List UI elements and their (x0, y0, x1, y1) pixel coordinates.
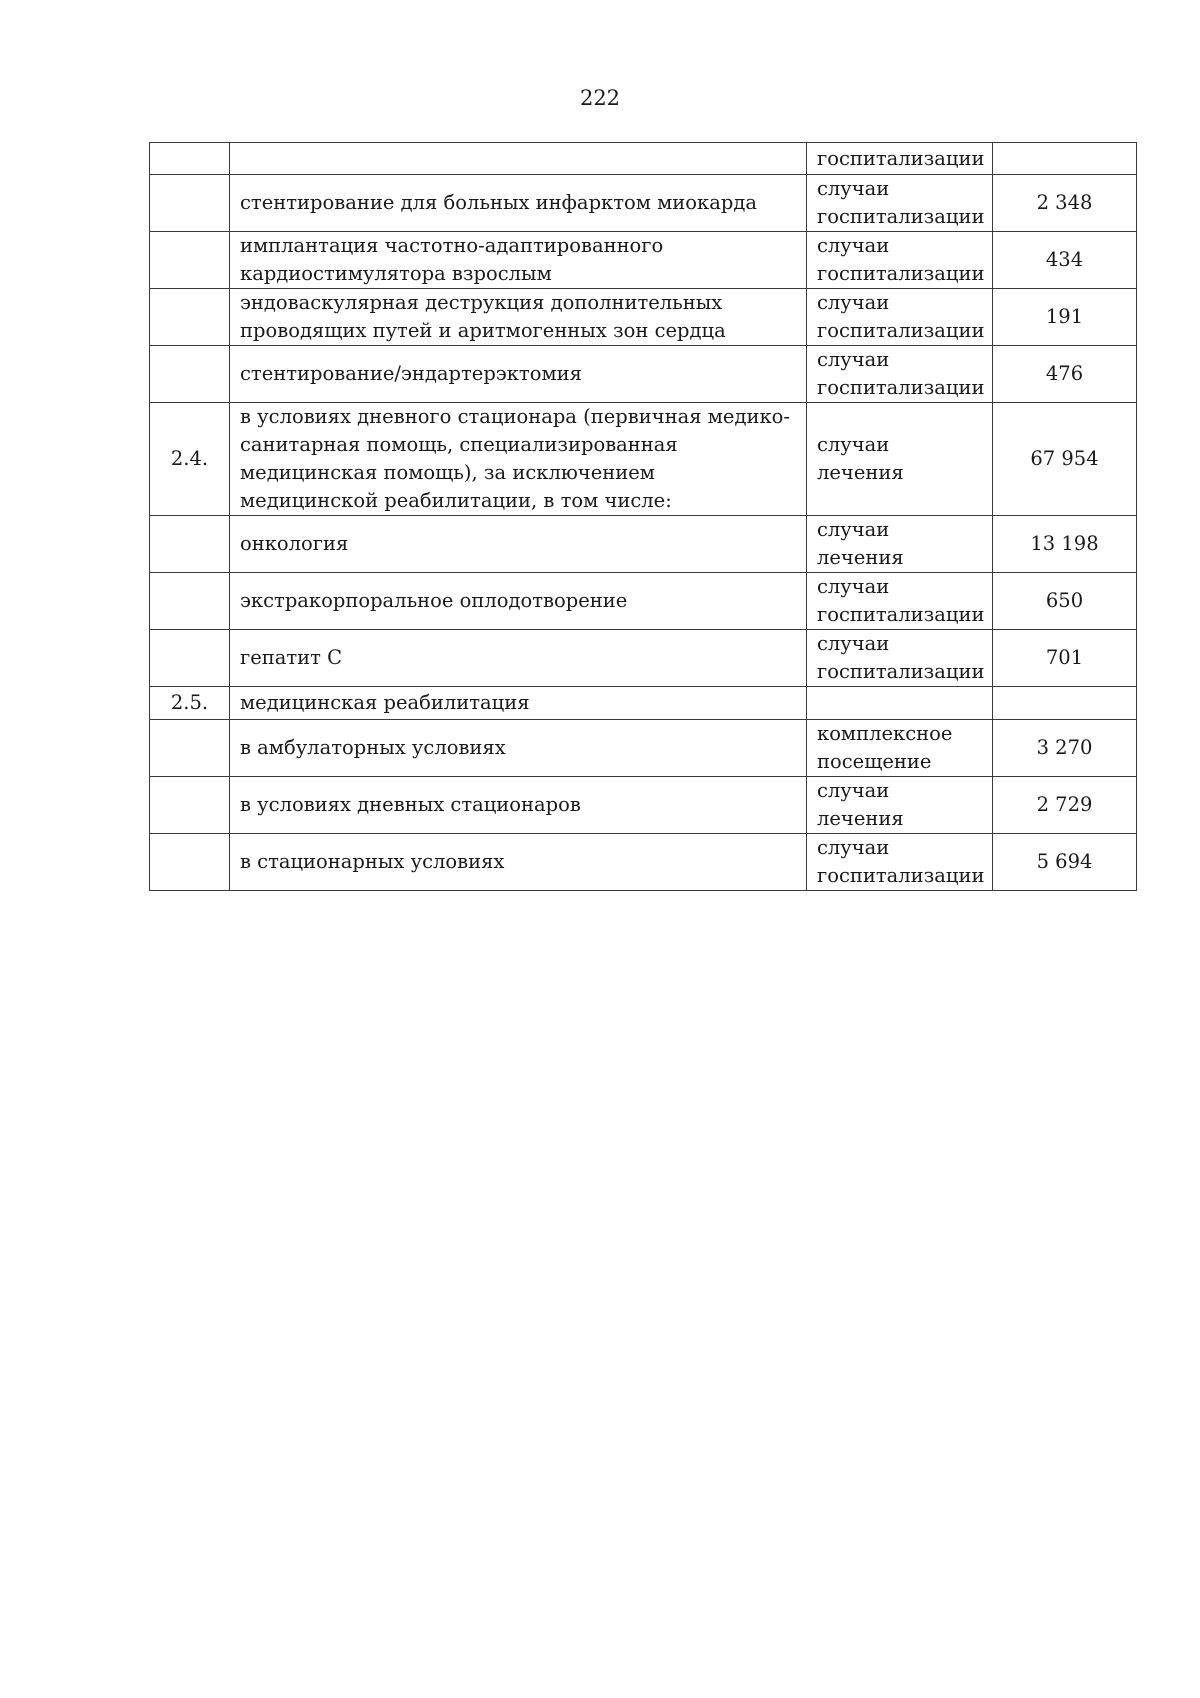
unit-line: случаи (817, 291, 890, 314)
unit-line: госпитализации (817, 864, 985, 887)
row-value: 434 (993, 232, 1137, 289)
row-value: 67 954 (993, 403, 1137, 516)
services-table (149, 142, 1137, 891)
table-row (150, 143, 1137, 175)
row-name: имплантация частотно-адаптированного кардиостимулятора взрослым (230, 232, 807, 289)
row-value (993, 687, 1137, 720)
row-name: онкология (230, 516, 807, 573)
row-value: 650 (993, 573, 1137, 630)
row-name: в условиях дневного стационара (первичная медико-санитарная помощь, специализированная медицинская помощь), за исключением медицинской реабилитации, в том числе: (230, 403, 807, 516)
row-number (150, 143, 230, 175)
row-name: в стационарных условиях (230, 834, 807, 891)
row-number (150, 175, 230, 232)
row-unit (807, 630, 993, 687)
row-name: стентирование для больных инфарктом миокарда (230, 175, 807, 232)
row-number (150, 573, 230, 630)
table-row (150, 834, 1137, 891)
table-row (150, 687, 1137, 720)
unit-line: госпитализации (817, 205, 985, 228)
row-unit (807, 834, 993, 891)
row-unit (807, 573, 993, 630)
unit-line: случаи лечения (817, 518, 904, 569)
row-unit (807, 175, 993, 232)
row-number (150, 777, 230, 834)
table-row (150, 346, 1137, 403)
row-value (993, 143, 1137, 175)
row-value: 2 729 (993, 777, 1137, 834)
unit-line: случаи (817, 575, 890, 598)
row-unit (807, 777, 993, 834)
row-number (150, 516, 230, 573)
unit-line: случаи (817, 234, 890, 257)
table-row (150, 777, 1137, 834)
row-unit (807, 232, 993, 289)
row-name: стентирование/эндартерэктомия (230, 346, 807, 403)
unit-line: госпитализации (817, 146, 985, 170)
row-unit (807, 346, 993, 403)
unit-line: случаи (817, 348, 890, 371)
unit-line: случаи лечения (817, 433, 904, 484)
row-unit (807, 143, 993, 175)
page-number: 222 (579, 86, 621, 110)
unit-line: госпитализации (817, 262, 985, 285)
row-number (150, 289, 230, 346)
row-value: 476 (993, 346, 1137, 403)
row-name: в амбулаторных условиях (230, 720, 807, 777)
row-unit (807, 516, 993, 573)
row-value: 2 348 (993, 175, 1137, 232)
row-value: 3 270 (993, 720, 1137, 777)
table-row (150, 289, 1137, 346)
table-row (150, 630, 1137, 687)
unit-line: госпитализации (817, 376, 985, 399)
unit-line: госпитализации (817, 603, 985, 626)
row-number: 2.5. (150, 687, 230, 720)
row-name: гепатит С (230, 630, 807, 687)
row-name: в условиях дневных стационаров (230, 777, 807, 834)
table-row (150, 232, 1137, 289)
row-number (150, 232, 230, 289)
row-name: эндоваскулярная деструкция дополнительных проводящих путей и аритмогенных зон сердца (230, 289, 807, 346)
table-row (150, 720, 1137, 777)
row-unit (807, 687, 993, 720)
unit-line: случаи (817, 836, 890, 859)
table-row (150, 403, 1137, 516)
row-value: 5 694 (993, 834, 1137, 891)
unit-line: госпитализации (817, 660, 985, 683)
table-row (150, 516, 1137, 573)
unit-line: госпитализации (817, 319, 985, 342)
table-body (150, 143, 1137, 891)
row-unit (807, 289, 993, 346)
row-value: 701 (993, 630, 1137, 687)
unit-line: случаи (817, 177, 890, 200)
row-name (230, 143, 807, 175)
row-number: 2.4. (150, 403, 230, 516)
row-name: экстракорпоральное оплодотворение (230, 573, 807, 630)
row-unit (807, 403, 993, 516)
table-row (150, 573, 1137, 630)
unit-line: случаи лечения (817, 779, 904, 830)
row-unit (807, 720, 993, 777)
row-value: 191 (993, 289, 1137, 346)
row-number (150, 834, 230, 891)
unit-line: посещение (817, 750, 932, 773)
row-value: 13 198 (993, 516, 1137, 573)
row-name: медицинская реабилитация (230, 687, 807, 720)
row-number (150, 720, 230, 777)
table-row (150, 175, 1137, 232)
row-number (150, 346, 230, 403)
unit-line: комплексное (817, 722, 953, 745)
unit-line: случаи (817, 632, 890, 655)
row-number (150, 630, 230, 687)
